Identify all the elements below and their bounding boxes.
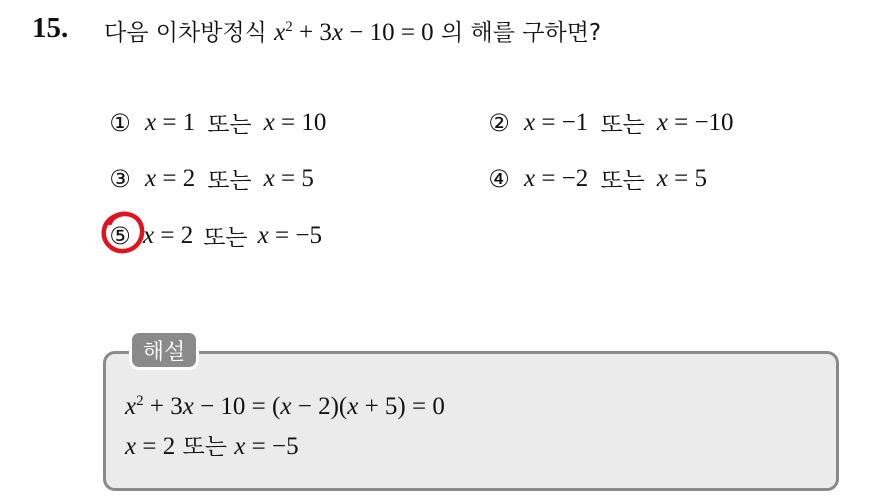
choice-1[interactable] xyxy=(107,106,326,139)
choice-marker: ③ xyxy=(109,164,131,193)
var: x xyxy=(656,108,668,136)
lhs: = −2 xyxy=(541,164,589,192)
lhs: = −1 xyxy=(541,108,589,136)
choice-marker: ④ xyxy=(488,164,510,193)
question-number: 15. xyxy=(32,12,69,44)
var: x xyxy=(280,393,292,420)
var: x xyxy=(234,433,246,460)
choice-answer xyxy=(264,165,314,193)
var: x xyxy=(125,433,137,460)
lhs: = 2 xyxy=(162,164,196,192)
var: x xyxy=(145,108,157,136)
explanation-box xyxy=(103,351,839,491)
choice-marker: ① xyxy=(109,108,131,137)
choice-answer xyxy=(524,109,588,137)
choice-conj: 또는 xyxy=(207,112,252,138)
choice-3[interactable] xyxy=(107,162,314,195)
choice-answer xyxy=(264,109,327,137)
var: x xyxy=(347,393,359,420)
lhs: = 2 xyxy=(142,433,176,460)
eq-var: x xyxy=(331,19,343,46)
rhs: = −5 xyxy=(275,221,322,249)
lhs: = 2 xyxy=(160,221,194,249)
choice-answer xyxy=(258,222,322,250)
eq-part: − 10 = ( xyxy=(193,393,281,420)
explanation-line-2 xyxy=(125,428,299,461)
var: x xyxy=(145,164,157,192)
choice-answer xyxy=(524,165,588,193)
var: x xyxy=(524,164,536,192)
var: x xyxy=(656,164,668,192)
choice-4[interactable] xyxy=(486,162,707,195)
choice-2[interactable] xyxy=(486,106,734,139)
choice-answer xyxy=(657,109,734,137)
var: x xyxy=(125,393,137,420)
var: x xyxy=(143,221,155,249)
var: x xyxy=(182,393,194,420)
explanation-label: 해설 xyxy=(129,330,199,370)
choice-answer xyxy=(145,165,195,193)
eq-var: x xyxy=(274,19,286,46)
exp-answer xyxy=(125,433,175,460)
choice-marker: ② xyxy=(488,108,510,137)
choice-conj: 또는 xyxy=(203,225,248,251)
question-suffix: 의 해를 구하면? xyxy=(441,20,602,46)
explanation-line-1 xyxy=(125,393,445,421)
eq-part: + 5) = 0 xyxy=(358,393,445,420)
choice-answer xyxy=(657,165,707,193)
eq-part: + 3 xyxy=(143,393,183,420)
choice-conj: 또는 xyxy=(600,112,645,138)
eq-part: − 2)( xyxy=(291,393,348,420)
rhs: = 10 xyxy=(281,108,327,136)
exponent: 2 xyxy=(136,393,144,409)
choice-conj: 또는 xyxy=(207,168,252,194)
rhs: = −5 xyxy=(251,433,299,460)
var: x xyxy=(263,164,275,192)
var: x xyxy=(263,108,275,136)
choice-5[interactable] xyxy=(107,219,322,252)
eq-part: + 3 xyxy=(292,19,332,46)
eq-part: − 10 = 0 xyxy=(342,19,434,46)
choice-answer xyxy=(143,222,193,250)
var: x xyxy=(257,221,269,249)
choice-conj: 또는 xyxy=(600,168,645,194)
question-equation xyxy=(274,19,434,46)
question-text xyxy=(104,14,601,47)
choice-answer xyxy=(145,109,195,137)
rhs: = 5 xyxy=(674,164,707,192)
exp-answer xyxy=(234,433,298,460)
var: x xyxy=(524,108,536,136)
lhs: = 1 xyxy=(162,108,196,136)
choice-marker: ⑤ xyxy=(109,221,131,250)
rhs: = 5 xyxy=(281,164,314,192)
rhs: = −10 xyxy=(674,108,734,136)
exp-equation xyxy=(125,393,445,420)
eq-exponent: 2 xyxy=(285,19,293,35)
exp-conj: 또는 xyxy=(182,434,227,460)
question-prefix: 다음 이차방정식 xyxy=(104,20,267,46)
